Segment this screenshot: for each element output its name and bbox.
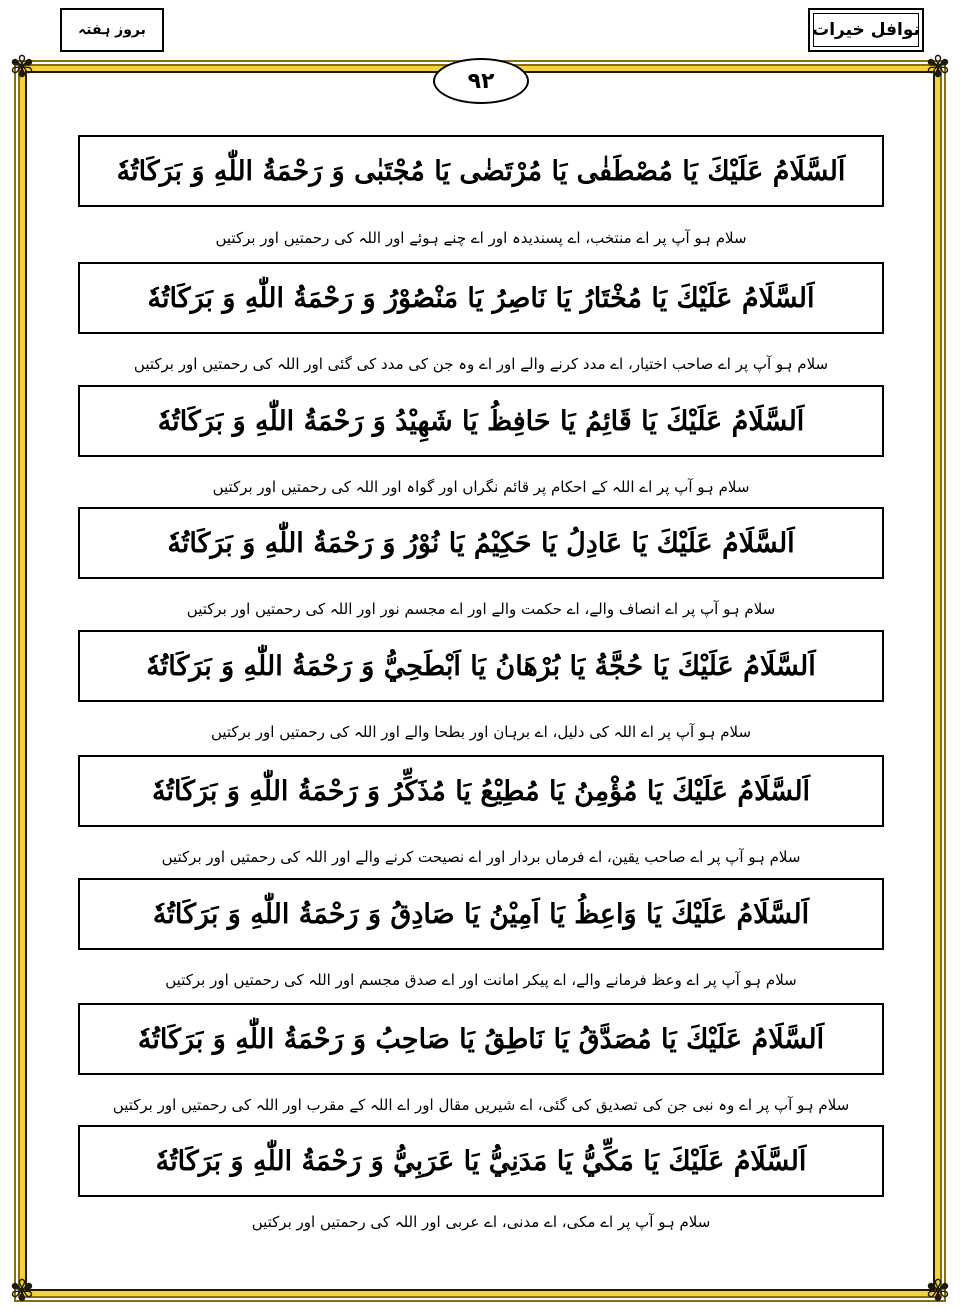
book-title-text: نوافل خیرات [812, 20, 920, 40]
salutation-arabic: اَلسَّلَامُ عَلَيْكَ يَا وَاعِظُ يَا اَمِيْنُ يَا صَادِقُ وَ رَحْمَةُ اللّٰهِ وَ بَرَكَاتُهٗ [152, 898, 810, 930]
salutation-arabic: اَلسَّلَامُ عَلَيْكَ يَا حُجَّةُ يَا بُرْهَانُ يَا اَبْطَحِيُّ وَ رَحْمَةُ اللّٰهِ وَ بَرَكَاتُهٗ [146, 650, 816, 682]
translation-text: سلام ہو آپ پر اے صاحب یقین، اے فرماں بردار اور اے نصیحت کرنے والے اور اللہ کی رحمتیں اور برکتیں [161, 848, 801, 866]
corner-ornament-icon: ✾ [925, 50, 951, 85]
translation-text: سلام ہو آپ پر اے اللہ کی دلیل، اے برہان اور بطحا والے اور اللہ کی رحمتیں اور برکتیں [210, 723, 752, 741]
translation-text: سلام ہو آپ پر اے انصاف والے، اے حکمت والے اور اے مجسم نور اور اللہ کی رحمتیں اور برکتیں [186, 600, 776, 618]
salutation-translation [78, 350, 884, 378]
salutation-translation [78, 473, 884, 501]
salutation-box [78, 630, 884, 702]
book-title [808, 8, 924, 52]
translation-text: سلام ہو آپ پر اے صاحب اختیار، اے مدد کرنے والے اور اے وہ جن کی مدد کی گئی اور اللہ کی رحمتیں اور برکتیں [133, 355, 829, 373]
salutation-translation [78, 224, 884, 252]
salutation-translation [78, 966, 884, 994]
salutation-translation [78, 718, 884, 746]
salutation-arabic: اَلسَّلَامُ عَلَيْكَ يَا مُصْطَفٰى يَا مُرْتَضٰى يَا مُجْتَبٰى وَ رَحْمَةُ اللّٰهِ وَ بَرَكَاتُهٗ [116, 155, 846, 187]
salutation-box [78, 1003, 884, 1075]
salutation-box [78, 755, 884, 827]
salutation-box [78, 385, 884, 457]
salutation-box [78, 878, 884, 950]
salutation-arabic: اَلسَّلَامُ عَلَيْكَ يَا مَكِّيُّ يَا مَدَنِيُّ يَا عَرَبِيُّ وَ رَحْمَةُ اللّٰهِ وَ بَرَكَاتُهٗ [155, 1145, 807, 1177]
salutation-arabic: اَلسَّلَامُ عَلَيْكَ يَا قَائِمُ يَا حَافِظُ يَا شَهِيْدُ وَ رَحْمَةُ اللّٰهِ وَ بَرَكَاتُهٗ [157, 405, 805, 437]
corner-ornament-icon: ✾ [9, 50, 35, 85]
corner-ornament-icon: ✾ [9, 1274, 35, 1309]
salutation-arabic: اَلسَّلَامُ عَلَيْكَ يَا عَادِلُ يَا حَكِيْمُ يَا نُوْرُ وَ رَحْمَةُ اللّٰهِ وَ بَرَكَاتُهٗ [167, 527, 795, 559]
translation-text: سلام ہو آپ پر اے مکی، اے مدنی، اے عربی اور اللہ کی رحمتیں اور برکتیں [251, 1213, 711, 1231]
salutation-box [78, 262, 884, 334]
translation-text: سلام ہو آپ پر اے وہ نبی جن کی تصدیق کی گئی، اے شیریں مقال اور اے اللہ کے مقرب اور اللہ کی رحمتیں اور برکتیں [112, 1096, 850, 1114]
page-number-text: ۹۲ [467, 68, 495, 94]
salutation-box [78, 507, 884, 579]
salutation-box [78, 135, 884, 207]
salutation-translation [78, 1208, 884, 1236]
salutation-translation [78, 843, 884, 871]
salutation-box [78, 1125, 884, 1197]
salutation-arabic: اَلسَّلَامُ عَلَيْكَ يَا مُصَدَّقُ يَا نَاطِقُ يَا صَاحِبُ وَ رَحْمَةُ اللّٰهِ وَ بَرَكَاتُهٗ [137, 1023, 825, 1055]
salutation-translation [78, 1091, 884, 1119]
page-number [433, 58, 529, 104]
salutation-arabic: اَلسَّلَامُ عَلَيْكَ يَا مُخْتَارُ يَا نَاصِرُ يَا مَنْصُوْرُ وَ رَحْمَةُ اللّٰهِ وَ بَرَكَاتُهٗ [147, 282, 815, 314]
day-label [60, 8, 164, 52]
translation-text: سلام ہو آپ پر اے منتخب، اے پسندیدہ اور اے چنے ہوئے اور اللہ کی رحمتیں اور برکتیں [215, 229, 747, 247]
salutation-translation [78, 595, 884, 623]
translation-text: سلام ہو آپ پر اے وعظ فرمانے والے، اے پیکر امانت اور اے صدق مجسم اور اللہ کی رحمتیں اور برکتیں [165, 971, 797, 989]
salutation-arabic: اَلسَّلَامُ عَلَيْكَ يَا مُؤْمِنُ يَا مُطِيْعُ يَا مُذَكِّرُ وَ رَحْمَةُ اللّٰهِ وَ بَرَكَاتُهٗ [151, 775, 811, 807]
translation-text: سلام ہو آپ پر اے اللہ کے احکام پر قائم نگراں اور گواہ اور اللہ کی رحمتیں اور برکتیں [212, 478, 750, 496]
day-label-text: بروز ہفتہ [78, 22, 146, 38]
corner-ornament-icon: ✾ [925, 1274, 951, 1309]
